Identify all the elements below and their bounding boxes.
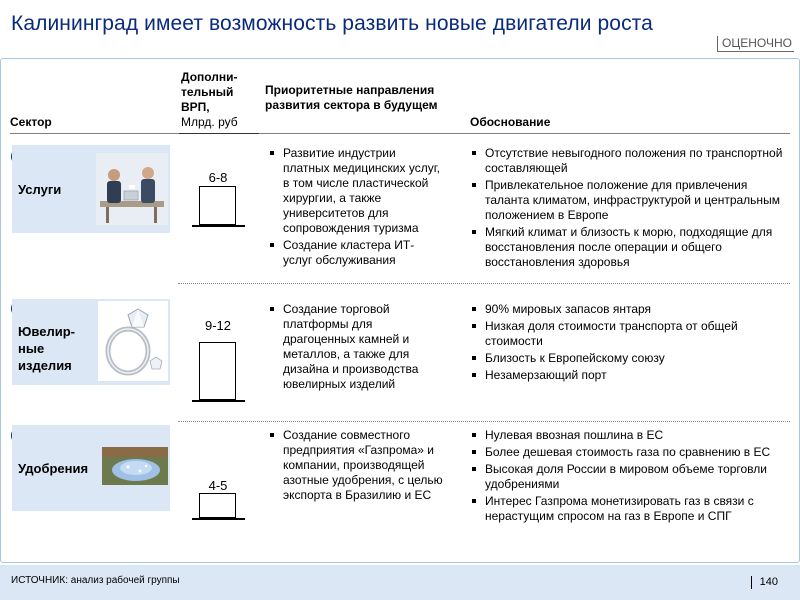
bullet-item: Развитие индустрии платных медицинских услуг, в том числе пластической хирургии, а также университетов для сопровождения туризма <box>268 146 443 236</box>
bullet-item: Отсутствие невыгодного положения по транспортной составляющей <box>470 146 790 176</box>
row-c-sector-box <box>12 425 170 511</box>
header-divider-under-gdp <box>179 133 259 134</box>
header-gdp <box>181 70 238 130</box>
row-a-sector-box <box>12 145 170 233</box>
page-number: 140 <box>751 576 778 589</box>
row-c-gdp-bar <box>199 493 236 518</box>
row-b-priorities <box>268 302 443 394</box>
row-b-sector-label: Ювелир- ные изделия <box>18 324 75 373</box>
source-note: ИСТОЧНИК: анализ рабочей группы <box>11 575 180 586</box>
row-b-baseline <box>192 400 245 402</box>
row-a-sector-label: Услуги <box>18 182 62 197</box>
row-a-gdp-range: 6-8 <box>208 170 228 185</box>
bullet-item: Создание торговой платформы для драгоценных камней и металлов, а также для дизайна и производства ювелирных изделий <box>268 302 443 392</box>
bullet-item: Близость к Европейскому союзу <box>470 351 790 366</box>
bullet-item: Привлекательное положение для привлечения таланта климатом, инфраструктурой и центральным положением в Европе <box>470 178 790 223</box>
row-c-justification <box>470 428 792 526</box>
bullet-item: Низкая доля стоимости транспорта от общей стоимости <box>470 319 790 349</box>
page-title: Калининград имеет возможность развить новые двигатели роста <box>11 12 653 35</box>
row-b-gdp-range: 9-12 <box>204 318 232 333</box>
row-b-sector-box <box>12 299 170 385</box>
header-priorities: Приоритетные направления развития сектора в будущем <box>265 83 438 112</box>
diamond-ring-icon <box>98 301 168 381</box>
row-divider <box>178 421 790 422</box>
row-divider <box>178 283 790 284</box>
row-a-gdp-bar <box>199 186 236 225</box>
row-c-priorities <box>268 428 443 505</box>
header-gdp-unit: Млрд. руб <box>181 115 238 129</box>
bullet-item: Незамерзающий порт <box>470 368 790 383</box>
header-gdp-label: Дополни- тельный ВРП, <box>181 70 238 114</box>
row-c-baseline <box>192 518 245 520</box>
header-divider <box>10 133 790 134</box>
bullet-item: Создание совместного предприятия «Газпрома» и компании, производящей азотные удобрения, с целью экспорта в Бразилию и ЕС <box>268 428 443 503</box>
bullet-item: Высокая доля России в мировом объеме торговли удобрениями <box>470 462 792 492</box>
row-b-justification <box>470 302 790 385</box>
row-a-justification <box>470 146 790 272</box>
header-justification: Обоснование <box>470 115 551 129</box>
header-sector: Сектор <box>10 115 52 129</box>
bullet-item: Мягкий климат и близость к морю, подходящие для восстановления после операции и общего восстановления здоровья <box>470 225 790 270</box>
row-c-sector-label: Удобрения <box>18 461 89 476</box>
estimate-stamp: ОЦЕНОЧНО <box>717 36 794 52</box>
row-a-priorities <box>268 146 443 270</box>
row-a-baseline <box>192 225 245 227</box>
bullet-item: Более дешевая стоимость газа по сравнению в ЕС <box>470 445 792 460</box>
bullet-item: 90% мировых запасов янтаря <box>470 302 790 317</box>
bullet-item: Нулевая ввозная пошлина в ЕС <box>470 428 792 443</box>
row-c-gdp-range: 4-5 <box>208 478 228 493</box>
bullet-item: Создание кластера ИТ-услуг обслуживания <box>268 238 443 268</box>
row-b-gdp-bar <box>199 342 236 400</box>
bullet-item: Интерес Газпрома монетизировать газ в связи с нерастущим спросом на газ в Европе и СПГ <box>470 494 792 524</box>
fertilizer-granules-icon <box>102 447 168 485</box>
business-meeting-icon <box>96 153 168 225</box>
